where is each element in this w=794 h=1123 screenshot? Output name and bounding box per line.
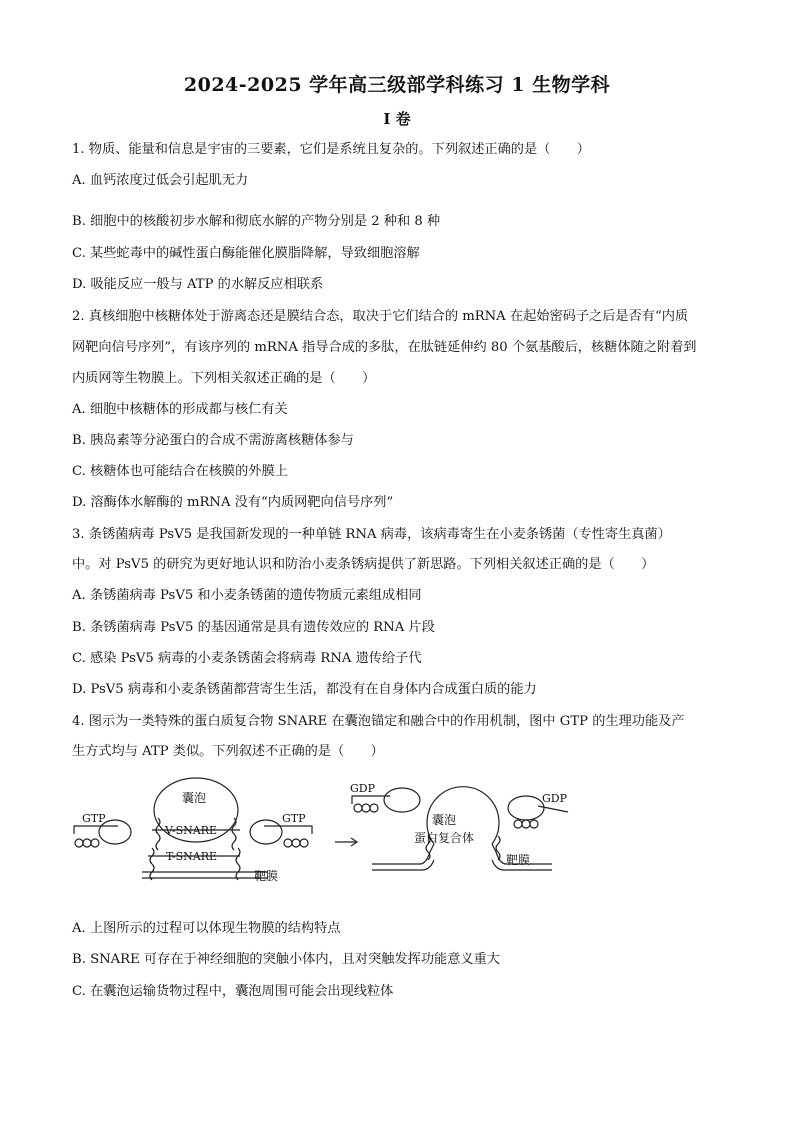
- left-bead-2: [83, 839, 91, 847]
- left-gdp-protein: [384, 788, 420, 812]
- right-bead-2: [292, 839, 300, 847]
- section-label: I 卷: [383, 110, 411, 128]
- q4-stem-line1: 4. 图示为一类特殊的蛋白质复合物 SNARE 在囊泡锚定和融合中的作用机制，图中 GTP 的生理功能及产: [72, 714, 685, 729]
- q4-stem-line2: 生方式均与 ATP 类似。下列叙述不正确的是（ ）: [72, 744, 384, 759]
- left-gdp-bead-3: [370, 804, 378, 812]
- left-gdp-bead-1: [354, 804, 362, 812]
- q4-option-b: B. SNARE 可存在于神经细胞的突触小体内，且对突触发挥功能意义重大: [72, 952, 500, 967]
- q3-stem-line2: 中。对 PsV5 的研究为更好地认识和防治小麦条锈病提供了新思路。下列相关叙述正确的是（ ）: [72, 557, 655, 572]
- q2-option-c: C. 核糖体也可能结合在核膜的外膜上: [72, 464, 288, 479]
- page-title: 2024-2025 学年高三级部学科练习 1 生物学科: [183, 74, 611, 96]
- q1-option-a: A. 血钙浓度过低会引起肌无力: [72, 173, 249, 188]
- q3-stem-line1: 3. 条锈菌病毒 PsV5 是我国新发现的一种单链 RNA 病毒，该病毒寄生在小麦条锈菌（专性寄生真菌）: [72, 527, 671, 542]
- right-gtp-label: GTP: [282, 812, 306, 825]
- left-bead-1: [75, 839, 83, 847]
- right-gdp-protein: [508, 796, 544, 820]
- q4-option-a: A. 上图所示的过程可以体现生物膜的结构特点: [72, 921, 341, 936]
- q2-option-b: B. 胰岛素等分泌蛋白的合成不需游离核糖体参与: [72, 433, 354, 448]
- q2-option-d: D. 溶酶体水解酶的 mRNA 没有“内质网靶向信号序列”: [72, 495, 394, 510]
- q1-option-d: D. 吸能反应一般与 ATP 的水解反应相联系: [72, 277, 324, 292]
- right-vesicle-label-1: 囊泡: [432, 813, 457, 827]
- q3-option-a: A. 条锈菌病毒 PsV5 和小麦条锈菌的遗传物质元素组成相同: [72, 588, 422, 603]
- q2-option-a: A. 细胞中核糖体的形成都与核仁有关: [72, 402, 288, 417]
- left-gtp-label: GTP: [82, 812, 106, 825]
- left-membrane-label: 靶膜: [254, 869, 279, 883]
- q3-option-d: D. PsV5 病毒和小麦条锈菌都营寄生生活，都没有在自身体内合成蛋白质的能力: [72, 682, 537, 697]
- left-bead-3: [91, 839, 99, 847]
- right-bead-1: [284, 839, 292, 847]
- right-gtp-protein: [250, 820, 282, 844]
- left-gtp-bracket: [74, 826, 118, 834]
- q4-option-c: C. 在囊泡运输货物过程中，囊泡周围可能会出现线粒体: [72, 984, 394, 999]
- v-snare-label: V-SNARE: [165, 824, 218, 837]
- right-gdp-bracket: [538, 806, 568, 812]
- left-vesicle-label: 囊泡: [182, 791, 207, 805]
- q3-option-c: C. 感染 PsV5 病毒的小麦条锈菌会将病毒 RNA 遗传给子代: [72, 651, 422, 666]
- right-coil-lower: [236, 848, 240, 880]
- t-snare-label: T-SNARE: [166, 850, 218, 863]
- right-gtp-bracket: [264, 826, 312, 834]
- right-bead-3: [300, 839, 308, 847]
- q1-option-c: C. 某些蛇毒中的碱性蛋白酶能催化膜脂降解，导致细胞溶解: [72, 246, 420, 261]
- right-gdp-bead-3: [530, 820, 538, 828]
- right-gdp-label: GDP: [542, 792, 568, 805]
- q1-stem: 1. 物质、能量和信息是宇宙的三要素，它们是系统且复杂的。下列叙述正确的是（ ）: [72, 142, 590, 157]
- left-gdp-bead-2: [362, 804, 370, 812]
- q2-stem-line3: 内质网等生物膜上。下列相关叙述正确的是（ ）: [72, 371, 376, 386]
- q3-option-b: B. 条锈菌病毒 PsV5 的基因通常是具有遗传效应的 RNA 片段: [72, 620, 435, 635]
- right-gdp-bead-2: [522, 820, 530, 828]
- right-gdp-bead-1: [514, 820, 522, 828]
- right-membrane-left: [372, 844, 434, 864]
- q2-stem-line2: 网靶向信号序列”，有该序列的 mRNA 指导合成的多肽，在肽链延伸约 80 个氨基酸后，核糖体随之附着到: [72, 340, 697, 355]
- q2-stem-line1: 2. 真核细胞中核糖体处于游离态还是膜结合态，取决于它们结合的 mRNA 在起始密码子之后是否有“内质: [72, 309, 689, 324]
- left-coil-lower: [150, 848, 154, 880]
- right-vesicle-label-2: 蛋白复合体: [414, 831, 475, 845]
- snare-figure: [72, 772, 732, 902]
- left-gdp-label: GDP: [350, 782, 376, 795]
- q1-option-b: B. 细胞中的核酸初步水解和彻底水解的产物分别是 2 种和 8 种: [72, 214, 441, 229]
- right-membrane-label: 靶膜: [506, 853, 531, 867]
- snare-diagram: [72, 772, 732, 902]
